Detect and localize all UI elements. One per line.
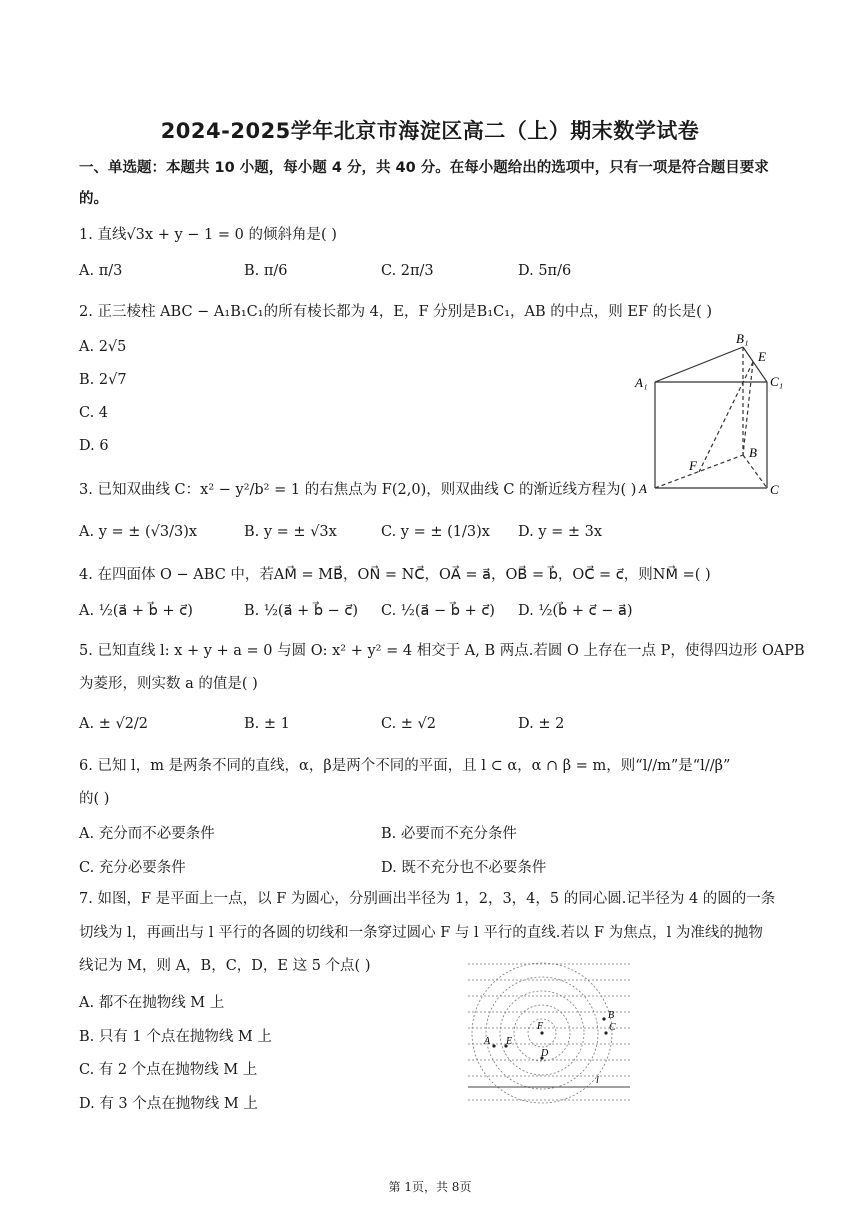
q7-option-a: A. 都不在抛物线 M 上: [79, 995, 225, 1011]
label-l: l: [596, 1075, 599, 1086]
q3-option-c: C. y = ± (1/3)x: [381, 524, 490, 540]
label-c: C: [770, 482, 779, 497]
q3-option-a: A. y = ± (√3/3)x: [79, 524, 198, 540]
q5-option-b: B. ± 1: [244, 716, 290, 732]
q2-option-d: D. 6: [79, 438, 109, 454]
q6-stem-line1: 6. 已知 l，m 是两条不同的直线，α，β是两个不同的平面，且 l ⊂ α，α ∩ β = m，则“l//m”是“l//β”: [79, 758, 731, 774]
q1-option-d: D. 5π/6: [518, 263, 572, 279]
q4-option-c: C. ½(a⃗ − b⃗ + c⃗): [381, 603, 495, 619]
q6-option-a: A. 充分而不必要条件: [79, 826, 215, 842]
label-b1: B₁: [736, 331, 749, 346]
label-b: B: [749, 445, 757, 460]
q1-option-b: B. π/6: [244, 263, 288, 279]
q4-option-a: A. ½(a⃗ + b⃗ + c⃗): [79, 603, 193, 619]
q6-option-d: D. 既不充分也不必要条件: [381, 860, 547, 876]
q2-option-b: B. 2√7: [79, 372, 127, 388]
q3-option-d: D. y = ± 3x: [518, 524, 603, 540]
q1-option-c: C. 2π/3: [381, 263, 434, 279]
label-d: D: [541, 1048, 549, 1059]
label-f: F: [537, 1021, 544, 1032]
q4-option-d: D. ½(b⃗ + c⃗ − a⃗): [518, 603, 633, 619]
q1-stem: 1. 直线√3x + y − 1 = 0 的倾斜角是( ): [79, 227, 337, 243]
label-c: C: [609, 1022, 616, 1033]
q7-stem-line3: 线记为 M，则 A，B，C，D，E 这 5 个点( ): [79, 958, 371, 974]
q4-stem: 4. 在四面体 O − ABC 中，若AM⃗ = MB⃗，ON⃗ = NC⃗，OA⃗ = a⃗，OB⃗ = b⃗，OC⃗ = c⃗，则NM⃗ =( ): [79, 567, 711, 583]
q5-option-a: A. ± √2/2: [79, 716, 149, 732]
q6-option-c: C. 充分必要条件: [79, 860, 186, 876]
q6-stem-line2: 的( ): [79, 791, 110, 807]
q7-option-b: B. 只有 1 个点在抛物线 M 上: [79, 1029, 272, 1045]
prism-figure: [630, 330, 790, 500]
section-heading-line2: 的。: [79, 191, 108, 207]
q7-stem-line1: 7. 如图，F 是平面上一点，以 F 为圆心，分别画出半径为 1，2，3，4，5 的同心圆.记半径为 4 的圆的一条: [79, 891, 776, 907]
q7-option-d: D. 有 3 个点在抛物线 M 上: [79, 1096, 258, 1112]
q3-stem: 3. 已知双曲线 C：x² − y²/b² = 1 的右焦点为 F(2,0)，则双曲线 C 的渐近线方程为( ): [79, 482, 637, 498]
q4-option-b: B. ½(a⃗ + b⃗ − c⃗): [244, 603, 359, 619]
label-b: B: [608, 1010, 615, 1021]
page-footer: 第 1页，共 8页: [388, 1180, 472, 1194]
q7-option-c: C. 有 2 个点在抛物线 M 上: [79, 1062, 258, 1078]
q6-option-b: B. 必要而不充分条件: [381, 826, 517, 842]
label-f: F: [689, 458, 697, 473]
label-a1: A₁: [635, 375, 648, 390]
q7-stem-line2: 切线为 l，再画出与 l 平行的各圆的切线和一条穿过圆心 F 与 l 平行的直线.若以 F 为焦点，l 为准线的抛物: [79, 925, 763, 941]
q2-option-a: A. 2√5: [79, 339, 127, 355]
label-a: A: [639, 481, 647, 496]
q5-stem-line2: 为菱形，则实数 a 的值是( ): [79, 676, 258, 692]
label-e: E: [506, 1036, 513, 1047]
section-heading-line1: 一、单选题：本题共 10 小题，每小题 4 分，共 40 分。在每小题给出的选项中，只有一项是符合题目要求: [79, 160, 769, 176]
q5-stem-line1: 5. 已知直线 l: x + y + a = 0 与圆 O: x² + y² = 4 相交于 A, B 两点.若圆 O 上存在一点 P，使得四边形 OAPB: [79, 643, 805, 659]
q5-option-d: D. ± 2: [518, 716, 565, 732]
label-c1: C₁: [770, 374, 784, 389]
q3-option-b: B. y = ± √3x: [244, 524, 337, 540]
q1-option-a: A. π/3: [79, 263, 123, 279]
page-title: 2024-2025学年北京市海淀区高二（上）期末数学试卷: [160, 119, 700, 143]
label-e: E: [758, 349, 766, 364]
q2-option-c: C. 4: [79, 405, 109, 421]
q2-stem: 2. 正三棱柱 ABC − A₁B₁C₁的所有棱长都为 4，E，F 分别是B₁C₁，AB 的中点，则 EF 的长是( ): [79, 304, 713, 320]
q5-option-c: C. ± √2: [381, 716, 437, 732]
concentric-circles-figure: [466, 958, 632, 1106]
label-a: A: [484, 1036, 491, 1047]
